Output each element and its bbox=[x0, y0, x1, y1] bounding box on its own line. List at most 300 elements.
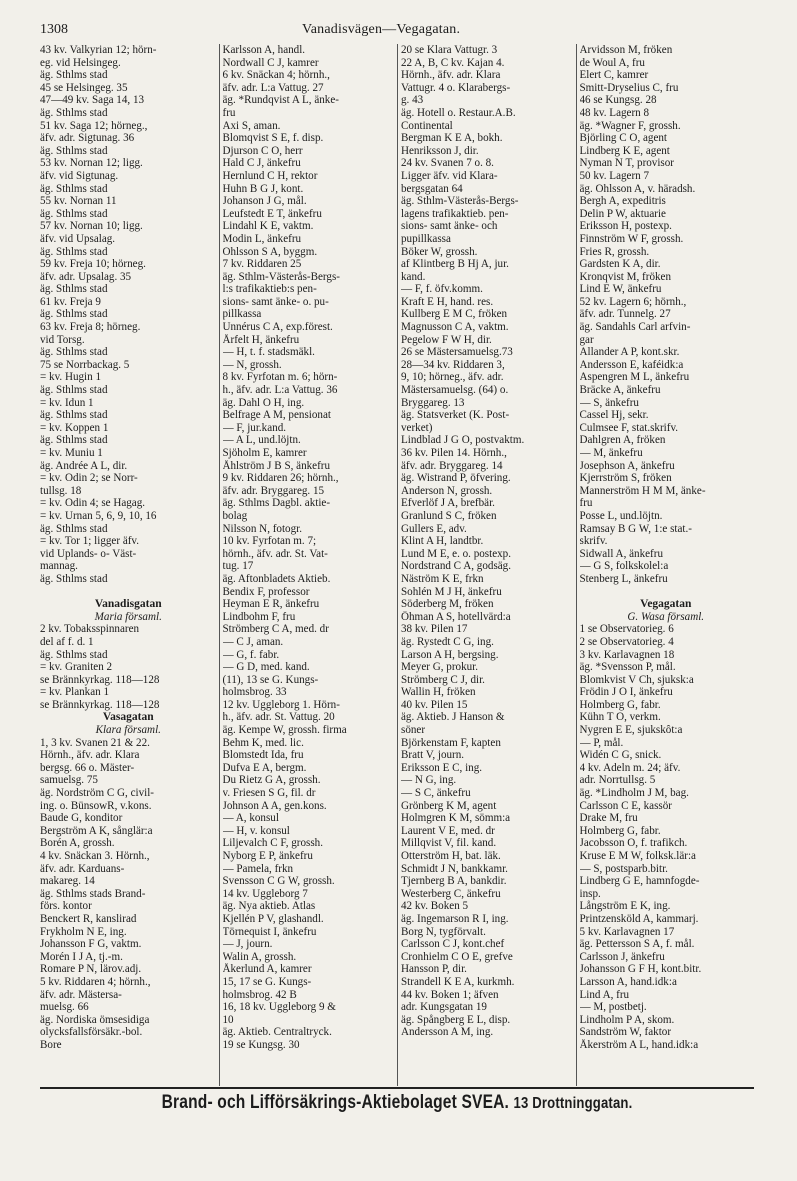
directory-entry: Bendix F, professor bbox=[222, 585, 310, 598]
directory-entry: Arvidsson M, fröken bbox=[579, 44, 673, 56]
directory-entry: Andersson A M, ing. bbox=[401, 1026, 494, 1039]
directory-entry: Carlsson C E, kassör bbox=[579, 799, 672, 812]
directory-entry: sions- samt änke- och bbox=[401, 220, 498, 233]
parish-subheading: G. Wasa församl. bbox=[627, 610, 705, 623]
directory-entry: Leufstedt E T, änkefru bbox=[222, 207, 322, 220]
directory-entry: Millqvist V, fil. kand. bbox=[401, 837, 497, 850]
directory-entry: äg. Sthlms stad bbox=[40, 69, 108, 82]
directory-entry: äg. Sthlms Dagbl. aktie- bbox=[222, 497, 331, 510]
directory-entry: Pegelow F W H, dir. bbox=[401, 333, 492, 346]
directory-entry: makareg. 14 bbox=[40, 875, 95, 888]
directory-entry: Kullberg E M C, fröken bbox=[401, 308, 508, 321]
directory-entry: Gullers E, adv. bbox=[401, 522, 467, 535]
directory-entry: Larson A H, bergsing. bbox=[401, 648, 499, 661]
directory-entry: Strömberg C J, dir. bbox=[401, 673, 485, 686]
directory-entry: Printzensköld A, kammarj. bbox=[579, 912, 699, 925]
directory-entry: Anderson N, grossh. bbox=[401, 484, 493, 497]
directory-entry: 44 kv. Boken 1; äfven bbox=[401, 988, 499, 1001]
directory-entry: h., äfv. adr. L:a Vattug. 36 bbox=[222, 384, 338, 397]
directory-entry: = kv. Muniu 1 bbox=[40, 447, 103, 459]
directory-entry: äfv. adr. Upsalag. 35 bbox=[40, 270, 132, 283]
advertisement-text: Brand- och Lifförsäkrings-Aktiebolaget SVEA. bbox=[161, 1092, 510, 1113]
directory-entry: Morén I J A, tj.-m. bbox=[40, 950, 123, 963]
directory-entry: Johanson J G, mål. bbox=[222, 195, 307, 208]
directory-entry: Borg N, tygförvalt. bbox=[401, 925, 486, 938]
directory-entry: — A, konsul bbox=[222, 812, 279, 825]
directory-entry: Josephson A, änkefru bbox=[579, 459, 675, 472]
directory-entry: — N G, ing. bbox=[401, 774, 457, 787]
directory-entry: äg. Andrée A L, dir. bbox=[40, 459, 128, 472]
directory-entry: hörnh., äfv. adr. St. Vat- bbox=[222, 547, 328, 560]
directory-entry: Johansson F G, vaktm. bbox=[40, 938, 142, 951]
directory-entry: Svensson C G W, grossh. bbox=[222, 875, 335, 888]
directory-entry: — A L, und.löjtn. bbox=[222, 434, 301, 447]
directory-entry: Lindblad J G O, postvaktm. bbox=[401, 434, 525, 447]
directory-entry: äg. Sthlms stad bbox=[40, 572, 108, 585]
directory-entry: se Brännkyrkag. 118—128 bbox=[40, 673, 160, 686]
directory-entry: Ramsay B G W, 1:e stat.- bbox=[579, 522, 692, 535]
directory-entry: Mästersamuelsg. (64) o. bbox=[401, 384, 509, 397]
directory-entry: Walin A, grossh. bbox=[222, 950, 297, 963]
directory-entry: Näström K E, frkn bbox=[401, 572, 484, 585]
directory-entry: 59 kv. Freja 10; hörneg. bbox=[40, 258, 146, 271]
directory-entry: fru bbox=[222, 106, 236, 119]
directory-entry: — G S, folkskolel:a bbox=[579, 560, 669, 573]
street-heading: Vanadisgatan bbox=[94, 598, 162, 611]
directory-entry: Kronqvist M, fröken bbox=[579, 270, 672, 283]
directory-entry: äg. *Rundqvist A L, änke- bbox=[222, 94, 339, 107]
directory-entry: = kv. Plankan 1 bbox=[40, 686, 110, 699]
page-header bbox=[40, 8, 740, 38]
directory-entry: Bräcke A, änkefru bbox=[579, 384, 661, 397]
directory-entry: ing. o. BünsowR, v.kons. bbox=[40, 799, 152, 812]
directory-entry: de Woul A, fru bbox=[579, 56, 645, 69]
directory-entry: Schmidt J N, bankkamr. bbox=[401, 862, 508, 875]
directory-entry: Åkerström A L, hand.idk:a bbox=[579, 1038, 699, 1051]
directory-entry: = kv. Urnan 5, 6, 9, 10, 16 bbox=[40, 509, 157, 522]
directory-entry: Romare P N, lärov.adj. bbox=[40, 963, 142, 976]
directory-entry: adr. Kungsgatan 19 bbox=[401, 1001, 487, 1014]
directory-entry: 53 kv. Nornan 12; ligg. bbox=[40, 157, 143, 170]
directory-entry: Eriksson H, postexp. bbox=[579, 220, 672, 233]
page-number: 1308 bbox=[40, 22, 68, 37]
directory-entry: äg. Nordiska ömsesidiga bbox=[40, 1013, 150, 1026]
directory-entry: Belfrage A M, pensionat bbox=[222, 409, 331, 422]
directory-entry: Frykholm N E, ing. bbox=[40, 925, 127, 938]
directory-entry: Dufva E A, bergm. bbox=[222, 761, 307, 774]
directory-entry: Ohlsson S A, byggm. bbox=[222, 245, 318, 258]
directory-entry: Ligger äfv. vid Klara- bbox=[401, 169, 498, 182]
directory-entry: pillkassa bbox=[222, 308, 262, 321]
directory-entry: Lindahl K E, vaktm. bbox=[222, 220, 314, 233]
directory-entry: Huhn B G J, kont. bbox=[222, 182, 304, 195]
directory-entry: 10 kv. Fyrfotan m. 7; bbox=[222, 535, 317, 548]
directory-entry: Lind A, fru bbox=[579, 988, 630, 1001]
directory-entry: 22 A, B, C kv. Kajan 4. bbox=[401, 56, 505, 69]
directory-entry: äg. Sthlms stad bbox=[40, 245, 108, 258]
footer-rule bbox=[40, 1087, 754, 1089]
directory-column-2 bbox=[219, 44, 398, 1086]
directory-entry: Widén C G, snick. bbox=[579, 749, 662, 762]
directory-entry: l:s trafikaktieb:s pen- bbox=[222, 283, 317, 296]
directory-entry: holmsbrog. 42 B bbox=[222, 988, 297, 1001]
directory-entry: Heyman E R, änkefru bbox=[222, 598, 320, 611]
directory-entry: Du Rietz G A, grossh. bbox=[222, 774, 321, 787]
directory-entry: äg. Statsverket (K. Post- bbox=[401, 409, 510, 422]
directory-entry: äfv. adr. Karduans- bbox=[40, 862, 125, 875]
directory-entry: Sjöholm E, kamrer bbox=[222, 447, 307, 459]
directory-entry: Liljevalch C F, grossh. bbox=[222, 837, 323, 850]
directory-entry: — H, t. f. stadsmäkl. bbox=[222, 346, 315, 359]
directory-entry: Magnusson C A, vaktm. bbox=[401, 321, 509, 334]
directory-entry: Lindbohm F, fru bbox=[222, 610, 296, 623]
directory-entry: 24 kv. Svanen 7 o. 8. bbox=[401, 157, 494, 170]
directory-column-4 bbox=[576, 44, 755, 1086]
directory-entry: äg. *Lindholm J M, bag. bbox=[579, 787, 689, 800]
parish-subheading: Maria församl. bbox=[94, 610, 162, 623]
directory-entry: Bratt V, journ. bbox=[401, 749, 465, 762]
directory-entry: Holmgren K M, sömm:a bbox=[401, 812, 511, 825]
directory-entry: 20 se Klara Vattugr. 3 bbox=[401, 44, 498, 56]
directory-entry: — S C, änkefru bbox=[401, 787, 471, 800]
directory-entry: äfv. adr. Tunnelg. 27 bbox=[579, 308, 671, 321]
directory-entry: Frödin J O I, änkefru bbox=[579, 686, 673, 699]
directory-entry: äfv. adr. Bryggareg. 15 bbox=[222, 484, 325, 497]
directory-entry: fru bbox=[579, 497, 593, 510]
directory-entry: skrifv. bbox=[579, 535, 608, 548]
directory-entry: g. 43 bbox=[401, 94, 424, 107]
directory-entry: 15, 17 se G. Kungs- bbox=[222, 975, 312, 988]
directory-entry: Lund M E, e. o. postexp. bbox=[401, 547, 512, 560]
directory-entry: Modin L, änkefru bbox=[222, 232, 302, 245]
advertisement-address: 13 Drottninggatan. bbox=[513, 1095, 633, 1112]
directory-entry: Långström E K, ing. bbox=[579, 900, 671, 913]
directory-entry: Karlsson A, handl. bbox=[222, 44, 306, 56]
directory-entry: Grönberg K M, agent bbox=[401, 799, 497, 812]
directory-entry: = kv. Idun 1 bbox=[40, 396, 94, 409]
directory-entry: Efverlöf J A, brefbär. bbox=[401, 497, 495, 510]
directory-entry: 2 se Observatorieg. 4 bbox=[579, 635, 674, 648]
directory-entry: Bergström A K, sånglär:a bbox=[40, 824, 153, 837]
directory-entry: Johnson A A, gen.kons. bbox=[222, 799, 327, 812]
directory-entry: 63 kv. Freja 8; hörneg. bbox=[40, 321, 141, 334]
directory-entry: 16, 18 kv. Uggleborg 9 & bbox=[222, 1001, 336, 1014]
directory-entry: 4 kv. Snäckan 3. Hörnh., bbox=[40, 850, 150, 862]
directory-entry: 9 kv. Riddaren 26; hörnh., bbox=[222, 472, 339, 485]
directory-entry: lagens trafikaktieb. pen- bbox=[401, 207, 509, 220]
directory-entry: Bryggareg. 13 bbox=[401, 396, 465, 409]
advertisement-banner bbox=[104, 1092, 689, 1122]
directory-entry: del af f. d. 1 bbox=[40, 635, 94, 648]
directory-entry: Tjernberg B A, bankdir. bbox=[401, 875, 507, 888]
directory-entry: äfv. adr. Mästersa- bbox=[40, 988, 122, 1001]
directory-entry: 12 kv. Uggleborg 1. Hörn- bbox=[222, 698, 340, 711]
directory-entry: äg. Pettersson S A, f. mål. bbox=[579, 938, 695, 951]
directory-entry: äg. Sthlms stad bbox=[40, 308, 108, 321]
directory-entry: 5 kv. Karlavagnen 17 bbox=[579, 925, 675, 938]
directory-entry: äg. Aftonbladets Aktieb. bbox=[222, 572, 331, 585]
directory-entry: Bergman K E A, bokh. bbox=[401, 132, 503, 145]
directory-entry: holmsbrog. 33 bbox=[222, 686, 287, 699]
directory-entry: Hald C J, änkefru bbox=[222, 157, 301, 170]
street-heading: Vasagatan bbox=[102, 711, 154, 724]
directory-entry: = kv. Koppen 1 bbox=[40, 421, 109, 434]
directory-entry: tug. 17 bbox=[222, 560, 254, 573]
directory-entry: mannag. bbox=[40, 560, 78, 573]
directory-entry: = kv. Graniten 2 bbox=[40, 661, 113, 674]
directory-entry: 6 kv. Snäckan 4; hörnh., bbox=[222, 69, 330, 82]
directory-entry: olycksfallsförsäkr.-bol. bbox=[40, 1026, 143, 1039]
directory-entry: Posse L, und.löjtn. bbox=[579, 509, 663, 522]
directory-entry: Eriksson E C, ing. bbox=[401, 761, 483, 774]
directory-entry: Holmberg G, fabr. bbox=[579, 824, 661, 837]
directory-entry: Granlund S C, fröken bbox=[401, 509, 497, 522]
directory-entry: 42 kv. Boken 5 bbox=[401, 900, 469, 913]
directory-entry: Cronhielm C O E, grefve bbox=[401, 950, 513, 963]
directory-entry: samuelsg. 75 bbox=[40, 774, 98, 787]
directory-entry: Gardsten K A, dir. bbox=[579, 258, 661, 271]
directory-entry: Björling C O, agent bbox=[579, 132, 668, 145]
directory-entry: Djurson C O, herr bbox=[222, 144, 303, 157]
directory-entry: verket) bbox=[401, 421, 433, 434]
directory-entry: Strömberg C A, med. dr bbox=[222, 623, 329, 636]
directory-entry: Carlsson J, änkefru bbox=[579, 950, 665, 963]
directory-entry: Hansson P, dir. bbox=[401, 963, 467, 976]
directory-entry: — C J, aman. bbox=[222, 635, 284, 648]
directory-entry: Nygren E E, sjukskôt:a bbox=[579, 724, 683, 737]
directory-entry: — G, f. fabr. bbox=[222, 648, 280, 661]
directory-entry: förs. kontor bbox=[40, 900, 92, 913]
directory-entry: Hörnh., äfv. adr. Klara bbox=[40, 749, 140, 762]
directory-entry: 61 kv. Freja 9 bbox=[40, 295, 101, 308]
directory-entry: söner bbox=[401, 724, 426, 737]
directory-entry: Nilsson N, fotogr. bbox=[222, 522, 303, 535]
directory-entry: 40 kv. Pilen 15 bbox=[401, 698, 468, 711]
directory-entry: Strandell K E A, kurkmh. bbox=[401, 975, 515, 988]
parish-subheading: Klara församl. bbox=[95, 724, 161, 737]
directory-entry: Törnequist I, änkefru bbox=[222, 925, 317, 938]
directory-entry: Kjerrström S, fröken bbox=[579, 472, 672, 485]
directory-entry: Åkerlund A, kamrer bbox=[222, 963, 312, 976]
directory-column-3 bbox=[397, 44, 576, 1086]
directory-entry: Behm K, med. lic. bbox=[222, 736, 304, 749]
directory-entry: äg. Ohlsson A, v. häradsh. bbox=[579, 182, 696, 195]
directory-entry: eg. vid Helsingeg. bbox=[40, 56, 121, 69]
directory-entry: äg. Wistrand P, öfvering. bbox=[401, 472, 511, 485]
directory-entry: vid Torsg. bbox=[40, 333, 85, 346]
directory-entry: Åhlström J B S, änkefru bbox=[222, 459, 331, 472]
directory-entry: äg. Sthlms stad bbox=[40, 106, 108, 119]
directory-entry: Öhman A S, hotellvärd:a bbox=[401, 610, 511, 623]
directory-entry: Carlsson C J, kont.chef bbox=[401, 938, 505, 951]
directory-entry: — H, v. konsul bbox=[222, 824, 290, 837]
directory-entry: 26 se Mästersamuelsg.73 bbox=[401, 346, 513, 359]
directory-entry: tullsg. 18 bbox=[40, 484, 82, 497]
directory-entry: v. Friesen S G, fil. dr bbox=[222, 787, 316, 800]
directory-entry: Söderberg M, fröken bbox=[401, 598, 494, 611]
directory-entry: äg. Sthlms stads Brand- bbox=[40, 887, 146, 900]
directory-entry: 4 kv. Adeln m. 24; äfv. bbox=[579, 761, 681, 774]
directory-entry: Nyborg E P, änkefru bbox=[222, 850, 313, 862]
directory-entry: muelsg. 66 bbox=[40, 1001, 89, 1014]
directory-entry: Lindholm P A, skom. bbox=[579, 1013, 675, 1026]
directory-entry: Holmberg G, fabr. bbox=[579, 698, 661, 711]
directory-entry: Axi S, aman. bbox=[222, 119, 281, 132]
directory-entry: = kv. Odin 2; se Norr- bbox=[40, 472, 138, 485]
directory-entry: kand. bbox=[401, 270, 426, 283]
directory-entry: Stenberg L, änkefru bbox=[579, 572, 668, 585]
directory-entry: — Pamela, frkn bbox=[222, 862, 294, 875]
directory-entry: pupillkassa bbox=[401, 232, 451, 245]
directory-entry: Delin P W, aktuarie bbox=[579, 207, 666, 220]
directory-entry: Blomqvist S E, f. disp. bbox=[222, 132, 324, 145]
directory-entry: adr. Norrtullsg. 5 bbox=[579, 774, 656, 787]
directory-entry: — P, mål. bbox=[579, 736, 624, 749]
directory-entry: 46 se Kungsg. 28 bbox=[579, 94, 657, 107]
directory-entry: = kv. Hugin 1 bbox=[40, 371, 102, 384]
directory-entry: äfv. adr. Bryggareg. 14 bbox=[401, 459, 503, 472]
directory-entry: vid Uplands- o- Väst- bbox=[40, 547, 137, 560]
directory-entry: Blomkvist V Ch, sjuksk:a bbox=[579, 673, 694, 686]
directory-entry: sions- samt änke- o. pu- bbox=[222, 295, 329, 308]
directory-entry: äg. Aktieb. Centraltryck. bbox=[222, 1026, 332, 1039]
directory-entry: äg. Rystedt C G, ing. bbox=[401, 635, 494, 648]
directory-entry: — M, postbetj. bbox=[579, 1001, 647, 1014]
directory-entry: äg. Sthlms stad bbox=[40, 384, 108, 397]
directory-entry: 10 bbox=[222, 1013, 234, 1026]
directory-entry: äg. Sthlms stad bbox=[40, 434, 108, 447]
directory-entry: 2 kv. Tobaksspinnaren bbox=[40, 623, 140, 636]
directory-entry: äg. Sandahls Carl arfvin- bbox=[579, 321, 691, 334]
directory-entry: äg. Sthlms stad bbox=[40, 182, 108, 195]
directory-entry: — J, journ. bbox=[222, 938, 273, 951]
directory-entry: 19 se Kungsg. 30 bbox=[222, 1038, 300, 1051]
directory-entry: Westerberg C, änkefru bbox=[401, 887, 501, 900]
directory-entry: Dahlgren A, fröken bbox=[579, 434, 666, 447]
directory-entry: Kjellén P V, glashandl. bbox=[222, 912, 324, 925]
blank-line bbox=[580, 586, 753, 599]
directory-entry: (11), 13 se G. Kungs- bbox=[222, 673, 319, 686]
directory-entry: 9, 10; hörneg., äfv. adr. bbox=[401, 371, 504, 384]
directory-entry: Vattugr. 4 o. Klarabergs- bbox=[401, 81, 511, 94]
directory-entry: äfv. vid Sigtunag. bbox=[40, 169, 119, 182]
directory-entry: Jacobsson O, f. trafikch. bbox=[579, 837, 688, 850]
directory-entry: Årfelt H, änkefru bbox=[222, 333, 300, 346]
directory-entry: äg. Sthlm-Västerås-Bergs- bbox=[401, 195, 519, 208]
directory-entry: äg. *Wagner F, grossh. bbox=[579, 119, 681, 132]
directory-entry: Sandström W, faktor bbox=[579, 1026, 672, 1039]
directory-entry: Bergh A, expeditris bbox=[579, 195, 666, 208]
directory-entry: 38 kv. Pilen 17 bbox=[401, 623, 468, 636]
directory-entry: Nordwall C J, kamrer bbox=[222, 56, 319, 69]
directory-entry: 55 kv. Nornan 11 bbox=[40, 195, 117, 208]
directory-entry: Culmsee F, stat.skrifv. bbox=[579, 421, 679, 434]
directory-entry: Smitt-Dryselius C, fru bbox=[579, 81, 679, 94]
directory-entry: — F, jur.kand. bbox=[222, 421, 287, 434]
page-title: Vanadisvägen—Vegagatan. bbox=[302, 22, 461, 37]
directory-entry: Blomstedt Ida, fru bbox=[222, 749, 304, 762]
directory-entry: äfv. adr. L:a Vattug. 27 bbox=[222, 81, 324, 94]
directory-entry: Klint A H, landtbr. bbox=[401, 535, 484, 548]
directory-entry: Laurent V E, med. dr bbox=[401, 824, 495, 837]
directory-entry: äg. Sthlms stad bbox=[40, 144, 108, 157]
directory-columns bbox=[40, 44, 754, 1086]
directory-entry: insp. bbox=[579, 887, 601, 900]
directory-entry: 5 kv. Riddaren 4; hörnh., bbox=[40, 975, 151, 988]
directory-entry: äg. Sthlms stad bbox=[40, 283, 108, 296]
directory-entry: — G D, med. kand. bbox=[222, 661, 310, 674]
directory-entry: äg. Sthlms stad bbox=[40, 409, 108, 422]
directory-entry: Hörnh., äfv. adr. Klara bbox=[401, 69, 501, 82]
directory-entry: gar bbox=[579, 333, 594, 346]
directory-entry: 45 se Helsingeg. 35 bbox=[40, 81, 128, 94]
blank-line bbox=[40, 586, 217, 599]
directory-entry: äfv. vid Upsalag. bbox=[40, 232, 116, 245]
directory-entry: äg. Sthlms stad bbox=[40, 207, 108, 220]
street-heading: Vegagatan bbox=[640, 598, 692, 611]
directory-entry: Kühn T O, verkm. bbox=[579, 711, 661, 724]
directory-entry: Lindberg K E, agent bbox=[579, 144, 670, 157]
directory-entry: äg. Sthlms stad bbox=[40, 522, 108, 535]
directory-entry: äg. Dahl O H, ing. bbox=[222, 396, 305, 409]
directory-entry: 1, 3 kv. Svanen 21 & 22. bbox=[40, 736, 150, 749]
directory-entry: — S, änkefru bbox=[579, 396, 639, 409]
directory-entry: Johansson G F H, kont.bitr. bbox=[579, 963, 702, 976]
directory-entry: Lindberg G E, hamnfogde- bbox=[579, 875, 700, 888]
directory-entry: af Klintberg B Hj A, jur. bbox=[401, 258, 509, 271]
directory-entry: äg. Sthlms stad bbox=[40, 346, 108, 359]
directory-entry: äg. Sthlm-Västerås-Bergs- bbox=[222, 270, 340, 283]
directory-entry: Wallin H, fröken bbox=[401, 686, 476, 699]
directory-entry: Kruse E M W, folksk.lär:a bbox=[579, 850, 696, 862]
directory-entry: 75 se Norrbackag. 5 bbox=[40, 358, 130, 371]
directory-entry: 8 kv. Fyrfotan m. 6; hörn- bbox=[222, 371, 338, 384]
directory-entry: äg. Spångberg E L, disp. bbox=[401, 1013, 511, 1026]
directory-entry: se Brännkyrkag. 118—128 bbox=[40, 698, 160, 711]
directory-entry: äg. Hotell o. Restaur.A.B. bbox=[401, 106, 516, 119]
directory-entry: 1 se Observatorieg. 6 bbox=[579, 623, 674, 636]
directory-entry: äg. Nya aktieb. Atlas bbox=[222, 900, 316, 913]
directory-entry: 57 kv. Nornan 10; ligg. bbox=[40, 220, 143, 233]
directory-entry: Björkenstam F, kapten bbox=[401, 736, 501, 749]
directory-entry: Nyman N T, provisor bbox=[579, 157, 674, 170]
directory-entry: äg. Nordström C G, civil- bbox=[40, 787, 155, 800]
directory-entry: Aspengren M L, änkefru bbox=[579, 371, 690, 384]
directory-entry: Kraft E H, hand. res. bbox=[401, 295, 494, 308]
directory-entry: Unnérus C A, exp.förest. bbox=[222, 321, 333, 334]
directory-entry: bergsg. 66 o. Mäster- bbox=[40, 761, 135, 774]
directory-entry: bergsgatan 64 bbox=[401, 182, 463, 195]
directory-entry: Meyer G, prokur. bbox=[401, 661, 479, 674]
directory-entry: Bore bbox=[40, 1038, 62, 1051]
directory-entry: Otterström H, bat. läk. bbox=[401, 850, 501, 862]
directory-entry: 36 kv. Pilen 14. Hörnh., bbox=[401, 447, 507, 459]
directory-entry: äg. Sthlms stad bbox=[40, 648, 108, 661]
directory-entry: Sidwall A, änkefru bbox=[579, 547, 663, 560]
directory-entry: Henriksson J, dir. bbox=[401, 144, 479, 157]
directory-entry: äfv. adr. Sigtunag. 36 bbox=[40, 132, 135, 145]
directory-entry: Sohlén M J H, änkefru bbox=[401, 585, 502, 598]
directory-entry: Cassel Hj, sekr. bbox=[579, 409, 649, 422]
directory-entry: = kv. Odin 4; se Hagag. bbox=[40, 497, 146, 510]
directory-entry: 52 kv. Lagern 6; hörnh., bbox=[579, 295, 687, 308]
directory-entry: äg. Kempe W, grossh. firma bbox=[222, 724, 347, 737]
directory-entry: Allander A P, kont.skr. bbox=[579, 346, 680, 359]
directory-entry: — N, grossh. bbox=[222, 358, 282, 371]
directory-entry: 14 kv. Uggleborg 7 bbox=[222, 887, 308, 900]
directory-entry: Mannerström H M M, änke- bbox=[579, 484, 706, 497]
directory-entry: äg. Aktieb. J Hanson & bbox=[401, 711, 505, 724]
